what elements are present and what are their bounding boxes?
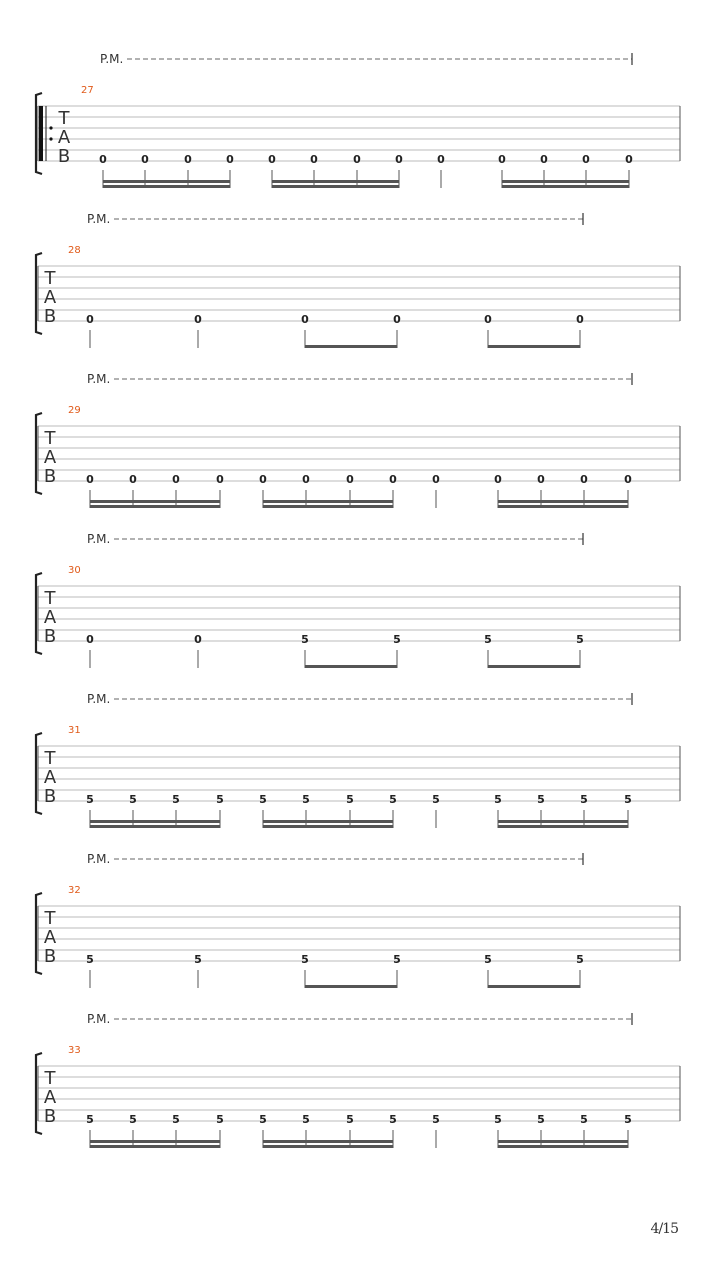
- palm-mute-label: P.M.: [87, 212, 111, 226]
- tab-letter: B: [43, 946, 57, 967]
- page-number: 4/15: [650, 1221, 678, 1237]
- fret-number: 0: [540, 153, 548, 166]
- fret-number: 0: [498, 153, 506, 166]
- system-bracket: [36, 893, 42, 974]
- beam: [305, 665, 397, 668]
- palm-mute-label: P.M.: [87, 372, 111, 386]
- beam: [305, 985, 397, 988]
- tab-letter: T: [44, 748, 56, 769]
- fret-number: 0: [268, 153, 276, 166]
- fret-number: 0: [310, 153, 318, 166]
- system-bracket: [36, 733, 42, 814]
- tab-letter: B: [43, 306, 57, 327]
- beam: [272, 180, 399, 183]
- fret-number: 5: [194, 953, 202, 966]
- fret-number: 0: [494, 473, 502, 486]
- system-bracket: [36, 573, 42, 654]
- palm-mute-label: P.M.: [100, 52, 124, 66]
- tab-system: [36, 532, 680, 668]
- tab-letter: B: [43, 626, 57, 647]
- beam: [90, 1140, 220, 1143]
- system-bracket: [36, 1053, 42, 1134]
- beam: [498, 825, 628, 828]
- fret-number: 5: [389, 1113, 397, 1126]
- fret-number: 0: [580, 473, 588, 486]
- beam: [498, 505, 628, 508]
- palm-mute-label: P.M.: [87, 532, 111, 546]
- fret-number: 5: [624, 793, 632, 806]
- fret-number: 0: [99, 153, 107, 166]
- fret-number: 5: [580, 1113, 588, 1126]
- fret-number: 0: [582, 153, 590, 166]
- tab-letter: T: [44, 588, 56, 609]
- tab-letter: B: [43, 786, 57, 807]
- beam: [305, 345, 397, 348]
- tab-letter: A: [43, 1087, 57, 1108]
- measure-number: 29: [68, 405, 81, 416]
- fret-number: 5: [432, 1113, 440, 1126]
- beam: [498, 1145, 628, 1148]
- beam: [488, 985, 580, 988]
- fret-number: 0: [624, 473, 632, 486]
- system-bracket: [36, 253, 42, 334]
- fret-number: 5: [484, 633, 492, 646]
- fret-number: 5: [576, 633, 584, 646]
- beam: [498, 820, 628, 823]
- tab-letter: A: [43, 767, 57, 788]
- fret-number: 0: [194, 313, 202, 326]
- measure-number: 31: [68, 725, 81, 736]
- fret-number: 0: [346, 473, 354, 486]
- tab-system: [36, 372, 680, 508]
- tab-system: [36, 692, 680, 828]
- tab-letter: T: [44, 268, 56, 289]
- fret-number: 0: [484, 313, 492, 326]
- measure-number: 30: [68, 565, 81, 576]
- fret-number: 0: [395, 153, 403, 166]
- fret-number: 5: [302, 793, 310, 806]
- fret-number: 5: [172, 1113, 180, 1126]
- beam: [90, 1145, 220, 1148]
- palm-mute-label: P.M.: [87, 852, 111, 866]
- fret-number: 0: [353, 153, 361, 166]
- tab-letter: T: [58, 108, 70, 129]
- fret-number: 5: [301, 953, 309, 966]
- fret-number: 0: [226, 153, 234, 166]
- beam: [103, 185, 230, 188]
- beam: [272, 185, 399, 188]
- fret-number: 0: [393, 313, 401, 326]
- beam: [90, 825, 220, 828]
- fret-number: 0: [576, 313, 584, 326]
- beam: [502, 185, 629, 188]
- beam: [263, 825, 393, 828]
- fret-number: 5: [537, 793, 545, 806]
- fret-number: 0: [86, 313, 94, 326]
- fret-number: 5: [494, 793, 502, 806]
- fret-number: 0: [301, 313, 309, 326]
- tab-letter: T: [44, 428, 56, 449]
- measure-number: 27: [81, 85, 94, 96]
- fret-number: 5: [172, 793, 180, 806]
- beam: [90, 500, 220, 503]
- tab-letter: B: [57, 146, 71, 167]
- tab-letter: A: [43, 287, 57, 308]
- fret-number: 0: [389, 473, 397, 486]
- fret-number: 0: [129, 473, 137, 486]
- fret-number: 5: [86, 953, 94, 966]
- tab-system: [36, 852, 680, 988]
- fret-number: 5: [301, 633, 309, 646]
- fret-number: 0: [184, 153, 192, 166]
- repeat-dot: [49, 126, 52, 129]
- tab-letter: A: [43, 927, 57, 948]
- tab-letter: B: [43, 1106, 57, 1127]
- fret-number: 5: [393, 633, 401, 646]
- fret-number: 5: [129, 793, 137, 806]
- beam: [263, 505, 393, 508]
- fret-number: 5: [259, 793, 267, 806]
- measure-number: 32: [68, 885, 81, 896]
- tab-system: [36, 1012, 680, 1148]
- fret-number: 5: [624, 1113, 632, 1126]
- palm-mute-label: P.M.: [87, 692, 111, 706]
- fret-number: 0: [194, 633, 202, 646]
- tab-letter: A: [57, 127, 71, 148]
- tab-letter: A: [43, 607, 57, 628]
- fret-number: 0: [172, 473, 180, 486]
- fret-number: 5: [86, 1113, 94, 1126]
- fret-number: 5: [216, 793, 224, 806]
- fret-number: 0: [86, 473, 94, 486]
- beam: [103, 180, 230, 183]
- fret-number: 5: [576, 953, 584, 966]
- fret-number: 5: [393, 953, 401, 966]
- fret-number: 5: [580, 793, 588, 806]
- fret-number: 5: [129, 1113, 137, 1126]
- fret-number: 5: [346, 793, 354, 806]
- fret-number: 0: [302, 473, 310, 486]
- fret-number: 5: [302, 1113, 310, 1126]
- fret-number: 0: [537, 473, 545, 486]
- beam: [502, 180, 629, 183]
- fret-number: 5: [432, 793, 440, 806]
- beam: [488, 345, 580, 348]
- beam: [263, 1145, 393, 1148]
- repeat-thick-bar: [39, 106, 43, 161]
- tab-letter: A: [43, 447, 57, 468]
- fret-number: 0: [141, 153, 149, 166]
- measure-number: 33: [68, 1045, 81, 1056]
- fret-number: 0: [259, 473, 267, 486]
- tab-letter: B: [43, 466, 57, 487]
- fret-number: 5: [537, 1113, 545, 1126]
- fret-number: 0: [432, 473, 440, 486]
- beam: [498, 1140, 628, 1143]
- palm-mute-label: P.M.: [87, 1012, 111, 1026]
- beam: [488, 665, 580, 668]
- beam: [90, 820, 220, 823]
- fret-number: 5: [484, 953, 492, 966]
- tab-system: [36, 52, 680, 188]
- tab-system: [36, 212, 680, 348]
- fret-number: 5: [389, 793, 397, 806]
- fret-number: 0: [625, 153, 633, 166]
- measure-number: 28: [68, 245, 81, 256]
- fret-number: 5: [216, 1113, 224, 1126]
- repeat-dot: [49, 137, 52, 140]
- beam: [498, 500, 628, 503]
- beam: [263, 1140, 393, 1143]
- fret-number: 0: [216, 473, 224, 486]
- beam: [263, 820, 393, 823]
- fret-number: 5: [86, 793, 94, 806]
- beam: [90, 505, 220, 508]
- fret-number: 5: [494, 1113, 502, 1126]
- fret-number: 0: [437, 153, 445, 166]
- fret-number: 5: [346, 1113, 354, 1126]
- beam: [263, 500, 393, 503]
- tab-letter: T: [44, 1068, 56, 1089]
- fret-number: 5: [259, 1113, 267, 1126]
- fret-number: 0: [86, 633, 94, 646]
- tab-letter: T: [44, 908, 56, 929]
- system-bracket: [36, 413, 42, 494]
